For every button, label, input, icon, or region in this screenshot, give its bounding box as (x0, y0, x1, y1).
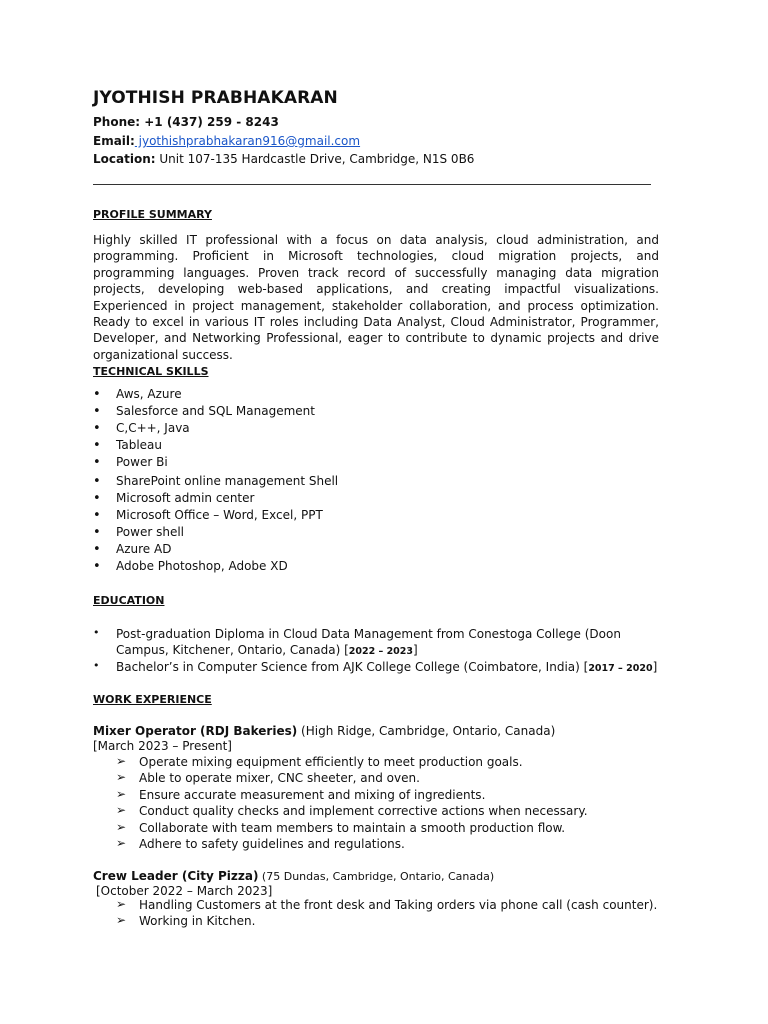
arrow-bullet-icon: ➢ (116, 820, 127, 834)
job-title-line (93, 724, 555, 738)
bullet-dot-icon: • (93, 542, 101, 557)
email-label: Email: (93, 134, 135, 148)
arrow-bullet-icon: ➢ (116, 754, 127, 768)
location-line (93, 152, 474, 166)
profile-summary-text: Highly skilled IT professional with a focus on data analysis, cloud administration, and programming. Proficient in Microsoft technologies, cloud migration projects, and programming languages. Proven track record of successfully managing data migration projects, developing web-based applications, and creating impactful visualizations. Experienced in project management, stakeholder collaboration, and process optimization. Ready to excel in various IT roles including Data Analyst, Cloud Administrator, Programmer, Developer, and Networking Professional, eager to contribute to dynamic projects and drive organizational success. (93, 233, 659, 362)
bullet-dot-icon: • (93, 559, 101, 574)
arrow-bullet-icon: ➢ (116, 913, 127, 927)
location-label: Location: (93, 152, 156, 166)
bullet-dot-icon: • (93, 421, 101, 436)
job-dates: [March 2023 – Present] (93, 739, 232, 753)
location-value: Unit 107-135 Hardcastle Drive, Cambridge, N1S 0B6 (155, 152, 475, 166)
bullet-dot-icon: • (93, 491, 101, 506)
email-line (93, 134, 360, 148)
education-item: • Post-graduation Diploma in Cloud Data Management from Conestoga College (Doon Campus, Kitchener, Ontario, Canada) [2022 – 2023] (93, 626, 621, 658)
job-title-line (93, 869, 494, 883)
arrow-bullet-icon: ➢ (116, 836, 127, 850)
work-experience-heading: WORK EXPERIENCE (93, 693, 212, 706)
bullet-dot-icon: • (93, 626, 100, 639)
education-item: • Bachelor’s in Computer Science from AJK College College (Coimbatore, India) [2017 – 2020] (93, 659, 658, 674)
bullet-dot-icon: • (93, 387, 101, 402)
bullet-dot-icon: • (93, 508, 101, 523)
email-link[interactable]: jyothishprabhakaran916@gmail.com (134, 134, 361, 148)
candidate-name: JYOTHISH PRABHAKARAN (93, 88, 338, 108)
arrow-bullet-icon: ➢ (116, 803, 127, 817)
bullet-dot-icon: • (93, 659, 100, 672)
bullet-dot-icon: • (93, 525, 101, 540)
job-title: Mixer Operator (RDJ Bakeries) (93, 724, 298, 738)
header-divider (93, 184, 651, 185)
bullet-dot-icon: • (93, 404, 101, 419)
phone-line: Phone: +1 (437) 259 - 8243 (93, 115, 279, 129)
arrow-bullet-icon: ➢ (116, 897, 127, 911)
bullet-dot-icon: • (93, 438, 101, 453)
technical-skills-heading: TECHNICAL SKILLS (93, 365, 209, 378)
bullet-dot-icon: • (93, 474, 101, 489)
resume-page: JYOTHISH PRABHAKARAN Phone: +1 (437) 259 - 8243 Email: jyothishprabhakaran916@gmail.com Location: Unit 107-135 Hardcastle Drive, Cambridge, N1S 0B6 PROFILE SUMMARY Highly skilled IT professional with a focus on data analysis, cloud administration, and programming. Proficient in Microsoft technologies, cloud migration projects, and programming languages. Proven track record of successfully managing data migration projects, developing web-based applications, and creating impactful visualizations. Experienced in project management, stakeholder collaboration, and process optimization. Ready to excel in various IT roles including Data Analyst, Cloud Administrator, Programmer, Developer, and Networking Professional, eager to contribute to dynamic projects and drive organizational success. TECHNICAL SKILLS • Aws, Azure • Salesforce and SQL Management • C,C++, Java • Tableau • Power Bi • SharePoint online management Shell • Microsoft admin center • Microsoft Office – Word, Excel, PPT • Power shell • Azure AD • Adobe Photoshop, Adobe XD EDUCATION • Post-graduation Diploma in Cloud Data Management from Conestoga College (Doon Campus, Kitchener, Ontario, Canada) [2022 – 2023] • Bachelor’s in Computer Science from AJK College College (Coimbatore, India) [2017 – 2020] WORK EXPERIENCE Mixer Operator (RDJ Bakeries) (High Ridge, Cambridge, Ontario, Canada) [March 2023 – Present] ➢ Operate mixing equipment efficiently to meet production goals. ➢ Able to operate mixer, CNC sheeter, and oven. ➢ Ensure accurate measurement and mixing of ingredients. ➢ Conduct quality checks and implement corrective actions when necessary. ➢ Collaborate with team members to maintain a smooth production flow. ➢ Adhere to safety guidelines and regulations. Crew Leader (City Pizza) (75 Dundas, Cambridge, Ontario, Canada) [October 2022 – March 2023] ➢ Handling Customers at the front desk and Taking orders via phone call (cash counter). ➢ Working in Kitchen. (0, 0, 768, 1024)
education-heading: EDUCATION (93, 594, 165, 607)
arrow-bullet-icon: ➢ (116, 770, 127, 784)
bullet-dot-icon: • (93, 455, 101, 470)
profile-summary-heading: PROFILE SUMMARY (93, 208, 212, 221)
arrow-bullet-icon: ➢ (116, 787, 127, 801)
job-dates: [October 2022 – March 2023] (96, 884, 273, 898)
job-title: Crew Leader (City Pizza) (93, 869, 259, 883)
job-location: (75 Dundas, Cambridge, Ontario, Canada) (258, 870, 495, 883)
job-location: (High Ridge, Cambridge, Ontario, Canada) (297, 724, 556, 738)
